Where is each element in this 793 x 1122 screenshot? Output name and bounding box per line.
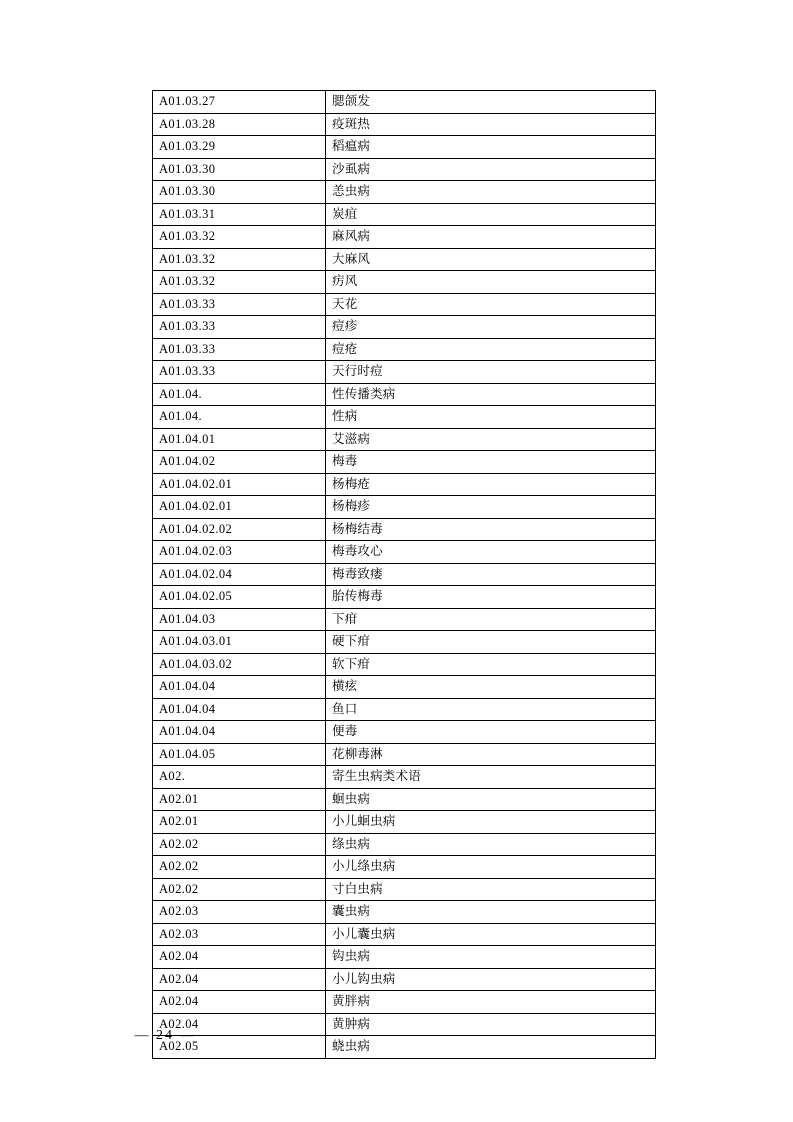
cell-name: 蛔虫病 bbox=[326, 788, 656, 811]
table-row bbox=[153, 226, 656, 249]
table-row bbox=[153, 203, 656, 226]
cell-code: A02.01 bbox=[153, 788, 326, 811]
cell-name: 疠风 bbox=[326, 271, 656, 294]
table-row bbox=[153, 586, 656, 609]
cell-name: 黄胖病 bbox=[326, 991, 656, 1014]
table-row bbox=[153, 856, 656, 879]
cell-name: 胎传梅毒 bbox=[326, 586, 656, 609]
cell-name: 大麻风 bbox=[326, 248, 656, 271]
page-number: — 24 — bbox=[134, 1028, 196, 1043]
table-row bbox=[153, 451, 656, 474]
cell-name: 硬下疳 bbox=[326, 631, 656, 654]
table-row bbox=[153, 923, 656, 946]
cell-code: A01.03.30 bbox=[153, 181, 326, 204]
cell-name: 囊虫病 bbox=[326, 901, 656, 924]
cell-name: 小儿蛔虫病 bbox=[326, 811, 656, 834]
terminology-table bbox=[152, 90, 656, 1059]
table-row bbox=[153, 136, 656, 159]
cell-name: 痘疮 bbox=[326, 338, 656, 361]
cell-code: A01.03.29 bbox=[153, 136, 326, 159]
cell-code: A02.04 bbox=[153, 946, 326, 969]
cell-name: 下疳 bbox=[326, 608, 656, 631]
cell-code: A01.04.03.01 bbox=[153, 631, 326, 654]
cell-name: 花柳毒淋 bbox=[326, 743, 656, 766]
table-row bbox=[153, 563, 656, 586]
table-row bbox=[153, 698, 656, 721]
cell-code: A01.03.32 bbox=[153, 226, 326, 249]
table-row bbox=[153, 541, 656, 564]
cell-code: A02.01 bbox=[153, 811, 326, 834]
cell-code: A01.03.33 bbox=[153, 293, 326, 316]
table-row bbox=[153, 271, 656, 294]
cell-code: A01.04. bbox=[153, 383, 326, 406]
table-row bbox=[153, 91, 656, 114]
table-row bbox=[153, 338, 656, 361]
table-row bbox=[153, 833, 656, 856]
cell-code: A02.02 bbox=[153, 833, 326, 856]
cell-name: 寄生虫病类术语 bbox=[326, 766, 656, 789]
cell-code: A01.04. bbox=[153, 406, 326, 429]
table-row bbox=[153, 518, 656, 541]
table-row bbox=[153, 181, 656, 204]
cell-name: 性病 bbox=[326, 406, 656, 429]
table-row bbox=[153, 766, 656, 789]
table-row bbox=[153, 406, 656, 429]
cell-code: A01.04.02 bbox=[153, 451, 326, 474]
table-row bbox=[153, 811, 656, 834]
cell-name: 杨梅结毒 bbox=[326, 518, 656, 541]
cell-code: A01.03.27 bbox=[153, 91, 326, 114]
table-row bbox=[153, 361, 656, 384]
cell-code: A01.04.04 bbox=[153, 698, 326, 721]
cell-code: A01.03.30 bbox=[153, 158, 326, 181]
cell-name: 艾滋病 bbox=[326, 428, 656, 451]
table-row bbox=[153, 743, 656, 766]
cell-name: 蛲虫病 bbox=[326, 1036, 656, 1059]
cell-name: 横痃 bbox=[326, 676, 656, 699]
table-row bbox=[153, 496, 656, 519]
cell-code: A01.04.02.05 bbox=[153, 586, 326, 609]
cell-name: 疫斑热 bbox=[326, 113, 656, 136]
cell-name: 小儿囊虫病 bbox=[326, 923, 656, 946]
table-row bbox=[153, 653, 656, 676]
cell-code: A01.03.33 bbox=[153, 338, 326, 361]
cell-code: A02.03 bbox=[153, 901, 326, 924]
cell-code: A01.03.32 bbox=[153, 248, 326, 271]
cell-name: 杨梅疹 bbox=[326, 496, 656, 519]
cell-code: A02.04 bbox=[153, 968, 326, 991]
cell-code: A02.02 bbox=[153, 878, 326, 901]
table-body bbox=[153, 91, 656, 1059]
cell-name: 小儿钩虫病 bbox=[326, 968, 656, 991]
cell-name: 寸白虫病 bbox=[326, 878, 656, 901]
cell-name: 梅毒攻心 bbox=[326, 541, 656, 564]
cell-code: A01.03.33 bbox=[153, 316, 326, 339]
cell-code: A01.04.02.02 bbox=[153, 518, 326, 541]
table-row bbox=[153, 428, 656, 451]
cell-code: A02.02 bbox=[153, 856, 326, 879]
cell-code: A02.04 bbox=[153, 991, 326, 1014]
cell-code: A01.03.28 bbox=[153, 113, 326, 136]
cell-code: A02.05 bbox=[153, 1036, 326, 1059]
table-row bbox=[153, 946, 656, 969]
table-row bbox=[153, 631, 656, 654]
cell-name: 稻瘟病 bbox=[326, 136, 656, 159]
cell-code: A01.04.04 bbox=[153, 676, 326, 699]
cell-code: A02.04 bbox=[153, 1013, 326, 1036]
cell-code: A01.04.02.01 bbox=[153, 496, 326, 519]
table-row bbox=[153, 721, 656, 744]
table-row bbox=[153, 968, 656, 991]
cell-name: 天花 bbox=[326, 293, 656, 316]
cell-code: A01.04.02.03 bbox=[153, 541, 326, 564]
cell-name: 炭疽 bbox=[326, 203, 656, 226]
table-row bbox=[153, 608, 656, 631]
cell-name: 沙虱病 bbox=[326, 158, 656, 181]
cell-name: 恙虫病 bbox=[326, 181, 656, 204]
cell-name: 小儿绦虫病 bbox=[326, 856, 656, 879]
table-row bbox=[153, 878, 656, 901]
table-row bbox=[153, 316, 656, 339]
cell-name: 黄肿病 bbox=[326, 1013, 656, 1036]
table-row bbox=[153, 901, 656, 924]
cell-code: A02.03 bbox=[153, 923, 326, 946]
cell-name: 梅毒 bbox=[326, 451, 656, 474]
cell-code: A01.04.03 bbox=[153, 608, 326, 631]
table-row bbox=[153, 991, 656, 1014]
table-row bbox=[153, 676, 656, 699]
cell-name: 痘疹 bbox=[326, 316, 656, 339]
table-row bbox=[153, 788, 656, 811]
cell-code: A01.04.02.01 bbox=[153, 473, 326, 496]
cell-name: 鱼口 bbox=[326, 698, 656, 721]
cell-code: A01.04.02.04 bbox=[153, 563, 326, 586]
table-row bbox=[153, 473, 656, 496]
cell-name: 天行时痘 bbox=[326, 361, 656, 384]
table-row bbox=[153, 248, 656, 271]
cell-name: 腮颌发 bbox=[326, 91, 656, 114]
table-row bbox=[153, 293, 656, 316]
cell-name: 性传播类病 bbox=[326, 383, 656, 406]
cell-name: 杨梅疮 bbox=[326, 473, 656, 496]
cell-name: 绦虫病 bbox=[326, 833, 656, 856]
cell-name: 麻风病 bbox=[326, 226, 656, 249]
terminology-table-container bbox=[152, 90, 641, 1059]
cell-name: 梅毒致瘘 bbox=[326, 563, 656, 586]
table-row bbox=[153, 383, 656, 406]
cell-name: 钩虫病 bbox=[326, 946, 656, 969]
cell-code: A01.04.01 bbox=[153, 428, 326, 451]
cell-code: A01.03.32 bbox=[153, 271, 326, 294]
cell-code: A02. bbox=[153, 766, 326, 789]
cell-code: A01.04.04 bbox=[153, 721, 326, 744]
cell-code: A01.03.33 bbox=[153, 361, 326, 384]
cell-name: 软下疳 bbox=[326, 653, 656, 676]
cell-name: 便毒 bbox=[326, 721, 656, 744]
table-row bbox=[153, 113, 656, 136]
cell-code: A01.04.03.02 bbox=[153, 653, 326, 676]
cell-code: A01.04.05 bbox=[153, 743, 326, 766]
table-row bbox=[153, 158, 656, 181]
cell-code: A01.03.31 bbox=[153, 203, 326, 226]
